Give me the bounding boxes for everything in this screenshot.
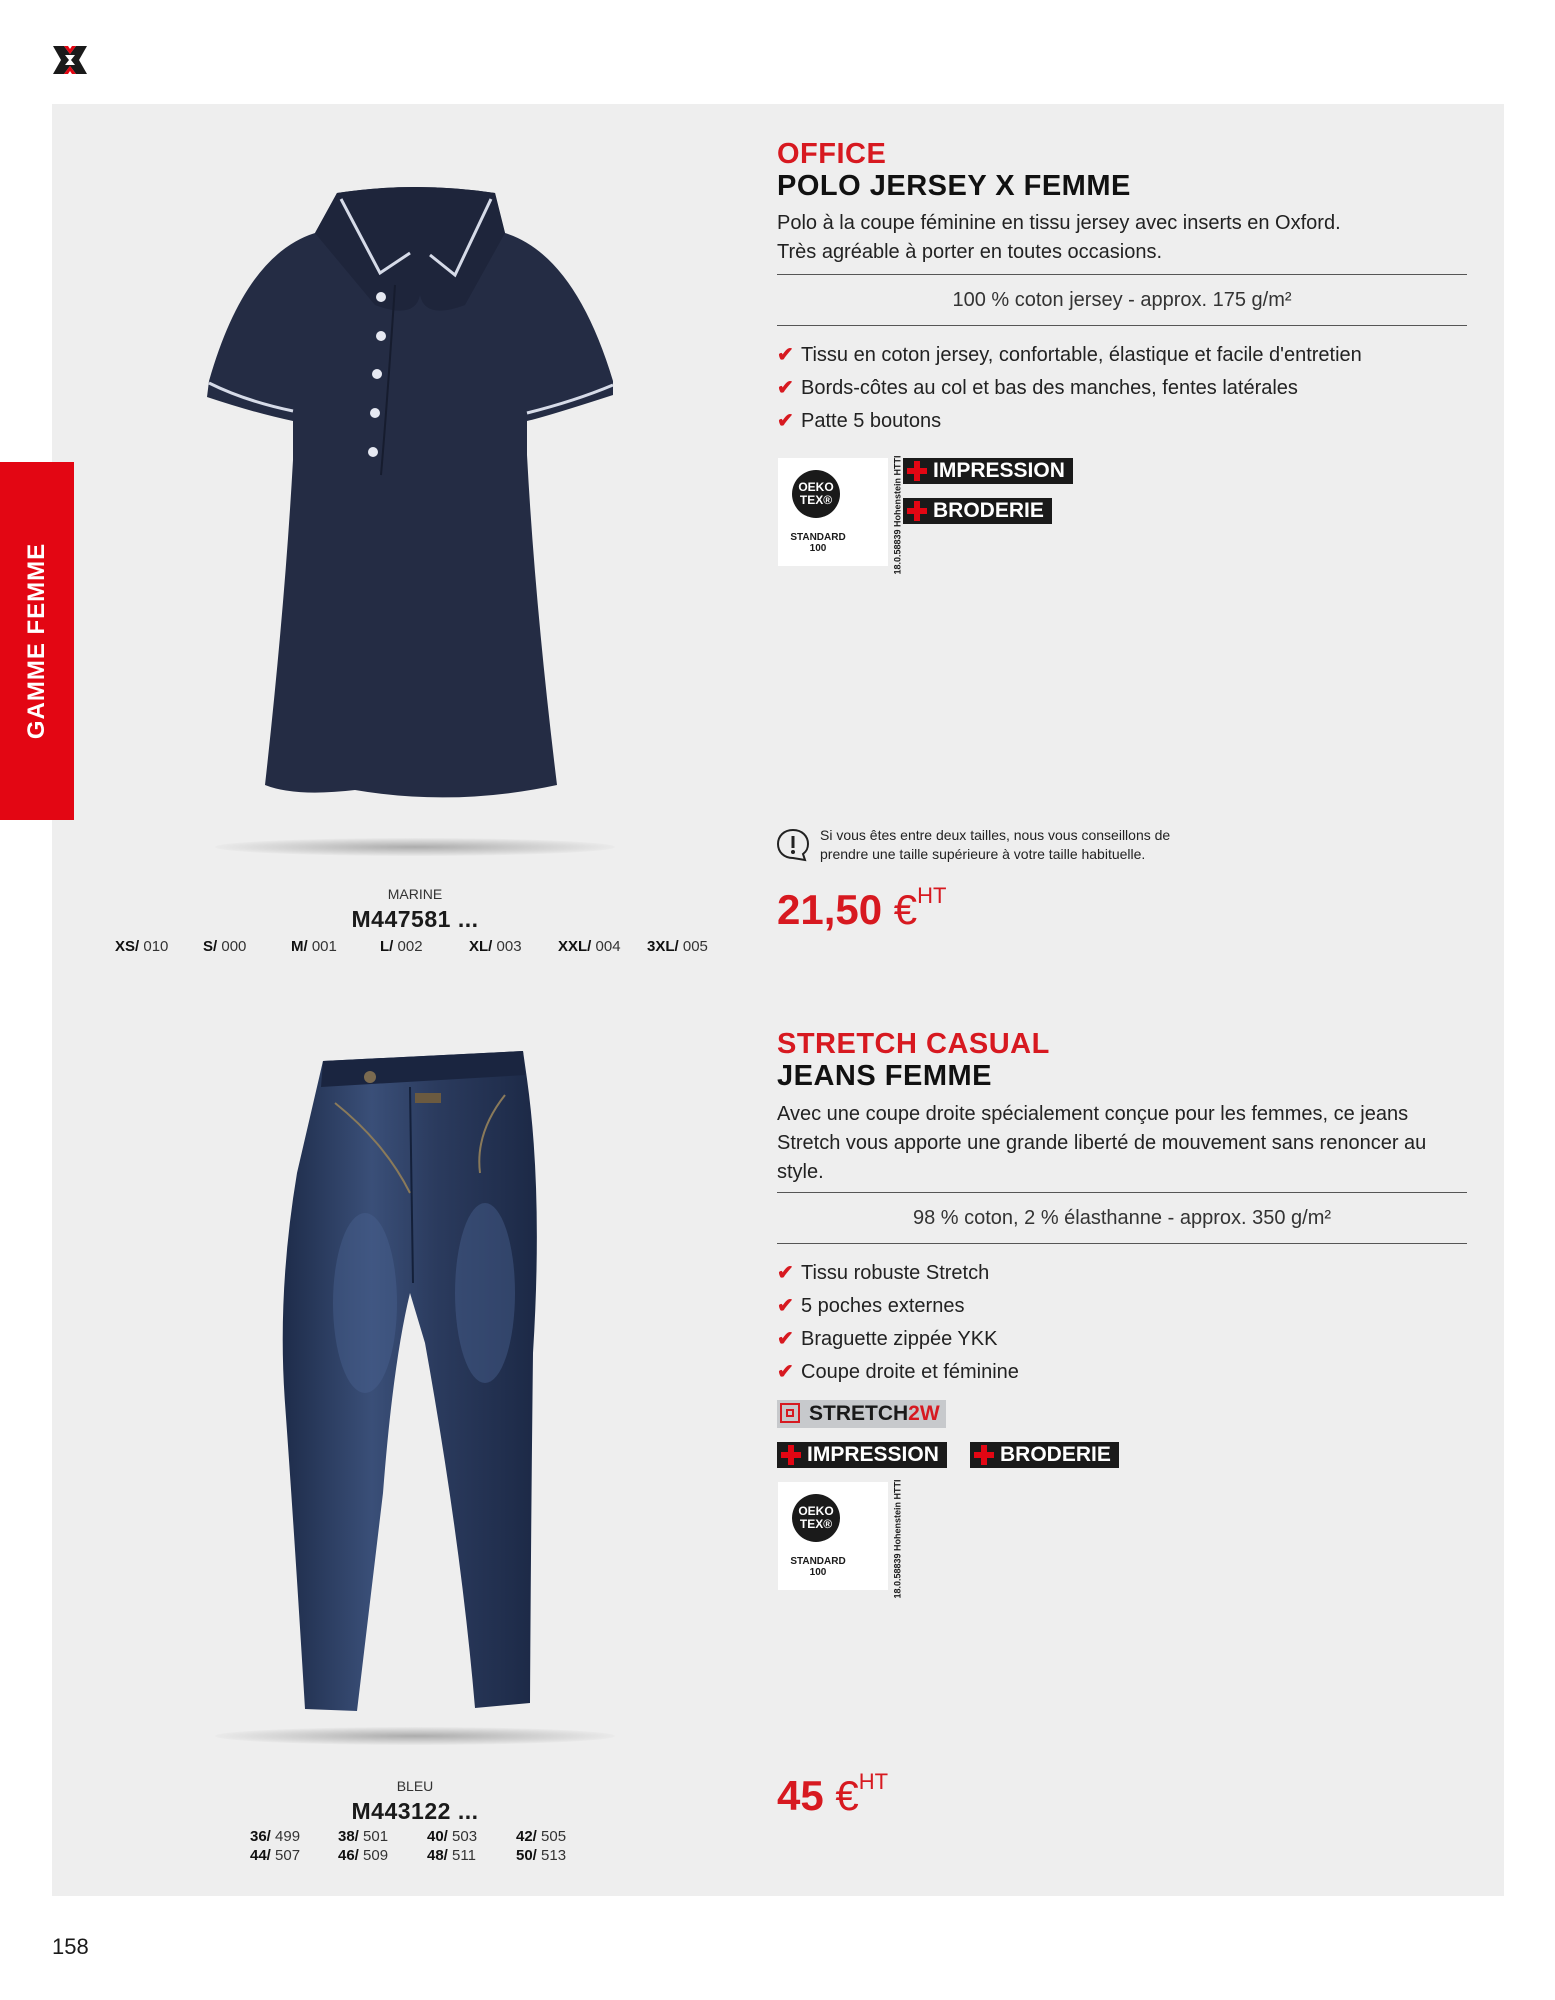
- jeans-size-48: 48/ 511: [427, 1847, 476, 1864]
- polo-description-line-1: Polo à la coupe féminine en tissu jersey avec inserts en Oxford.: [777, 212, 1341, 234]
- polo-size-l: L/ 002: [380, 938, 423, 955]
- oeko-tex-code: 18.0.58839 Hohenstein HTTI: [892, 455, 903, 575]
- jeans-category: STRETCH CASUAL: [777, 1028, 1050, 1060]
- check-icon: ✔: [777, 1328, 794, 1350]
- jeans-feature-4: ✔ Coupe droite et féminine: [777, 1361, 1019, 1383]
- plus-icon: [974, 1445, 994, 1465]
- oeko-tex-badge: [778, 455, 903, 575]
- jeans-price: 45 €$^{HT}$: [777, 1769, 889, 1819]
- jeans-title: JEANS FEMME: [777, 1060, 992, 1092]
- polo-description-line-2: Très agréable à porter en toutes occasions.: [777, 241, 1163, 263]
- warning-icon: [776, 828, 810, 862]
- jeans-size-42: 42/ 505: [516, 1828, 567, 1845]
- stretch-icon: [780, 1403, 800, 1423]
- polo-color-label: MARINE: [387, 886, 443, 902]
- polo-category: OFFICE: [777, 138, 887, 170]
- side-tab: [0, 462, 74, 820]
- jeans-size-38: 38/ 501: [338, 1828, 389, 1845]
- polo-feature-2: ✔ Bords-côtes au col et bas des manches, fentes latérales: [777, 377, 1298, 399]
- oeko-tex-logo-icon: OEKO TEX®: [792, 470, 840, 518]
- jeans-description-line-3: style.: [777, 1161, 824, 1183]
- polo-price: 21,50 €$^{HT}$: [777, 883, 947, 933]
- impression-badge: IMPRESSION: [903, 458, 1073, 484]
- polo-size-s: S/ 000: [203, 938, 247, 955]
- polo-size-3xl: 3XL/ 005: [647, 938, 708, 955]
- jeans-divider-top: [777, 1192, 1467, 1193]
- polo-divider-bottom: [777, 325, 1467, 326]
- broderie-badge: BRODERIE: [970, 1442, 1119, 1468]
- jeans-color-label: BLEU: [396, 1778, 434, 1794]
- jeans-shadow: [215, 1727, 615, 1745]
- oeko-tex-logo-icon: OEKO TEX®: [792, 1494, 840, 1542]
- polo-size-xl: XL/ 003: [469, 938, 522, 955]
- check-icon: ✔: [777, 1262, 794, 1284]
- polo-size-m: M/ 001: [291, 938, 337, 955]
- polo-description: [777, 209, 1477, 267]
- plus-icon: [907, 501, 927, 521]
- size-advice: Si vous êtes entre deux tailles, nous vous conseillons de prendre une taille supérieure à votre taille habituelle.: [820, 827, 1171, 862]
- jeans-size-36: 36/ 499: [250, 1828, 301, 1845]
- polo-reference: M447581 ...: [351, 906, 479, 932]
- jeans-size-50: 50/ 513: [516, 1847, 567, 1864]
- oeko-tex-standard: STANDARD 100: [790, 532, 846, 554]
- polo-divider-top: [777, 274, 1467, 275]
- jeans-reference: M443122 ...: [351, 1798, 479, 1824]
- polo-shadow: [215, 838, 615, 856]
- check-icon: ✔: [777, 410, 794, 432]
- polo-size-xs: XS/ 010: [115, 938, 169, 955]
- polo-shirt-image: [205, 185, 625, 815]
- plus-icon: [907, 461, 927, 481]
- jeans-feature-2: ✔ 5 poches externes: [777, 1295, 965, 1317]
- polo-feature-1: ✔ Tissu en coton jersey, confortable, élastique et facile d'entretien: [777, 344, 1362, 366]
- oeko-tex-code: 18.0.58839 Hohenstein HTTI: [892, 1479, 903, 1599]
- polo-title: POLO JERSEY X FEMME: [777, 170, 1131, 202]
- jeans-size-40: 40/ 503: [427, 1828, 478, 1845]
- polo-fabric: 100 % coton jersey - approx. 175 g/m²: [952, 289, 1292, 311]
- page-number: 158: [52, 1934, 89, 1959]
- stretch-2w-badge: STRETCH2W: [777, 1400, 946, 1428]
- jeans-feature-3: ✔ Braguette zippée YKK: [777, 1328, 998, 1350]
- impression-badge: IMPRESSION: [777, 1442, 947, 1468]
- check-icon: ✔: [777, 1361, 794, 1383]
- jeans-size-44: 44/ 507: [250, 1847, 301, 1864]
- oeko-tex-badge: [778, 1479, 903, 1599]
- check-icon: ✔: [777, 1295, 794, 1317]
- jeans-description-line-2: Stretch vous apporte une grande liberté de mouvement sans renoncer au: [777, 1132, 1427, 1154]
- jeans-feature-1: ✔ Tissu robuste Stretch: [777, 1262, 990, 1284]
- check-icon: ✔: [777, 377, 794, 399]
- side-tab-label: GAMME FEMME: [23, 542, 50, 740]
- brand-logo-icon: [50, 40, 90, 80]
- jeans-description-line-1: Avec une coupe droite spécialement conçue pour les femmes, ce jeans: [777, 1103, 1409, 1125]
- jeans-description: [777, 1100, 1477, 1187]
- jeans-size-46: 46/ 509: [338, 1847, 389, 1864]
- polo-size-xxl: XXL/ 004: [558, 938, 621, 955]
- jeans-image: [275, 1043, 565, 1723]
- polo-feature-3: ✔ Patte 5 boutons: [777, 410, 942, 432]
- check-icon: ✔: [777, 344, 794, 366]
- broderie-badge: BRODERIE: [903, 498, 1052, 524]
- plus-icon: [781, 1445, 801, 1465]
- jeans-fabric: 98 % coton, 2 % élasthanne - approx. 350 g/m²: [912, 1207, 1332, 1229]
- oeko-tex-standard: STANDARD 100: [790, 1556, 846, 1578]
- jeans-divider-bottom: [777, 1243, 1467, 1244]
